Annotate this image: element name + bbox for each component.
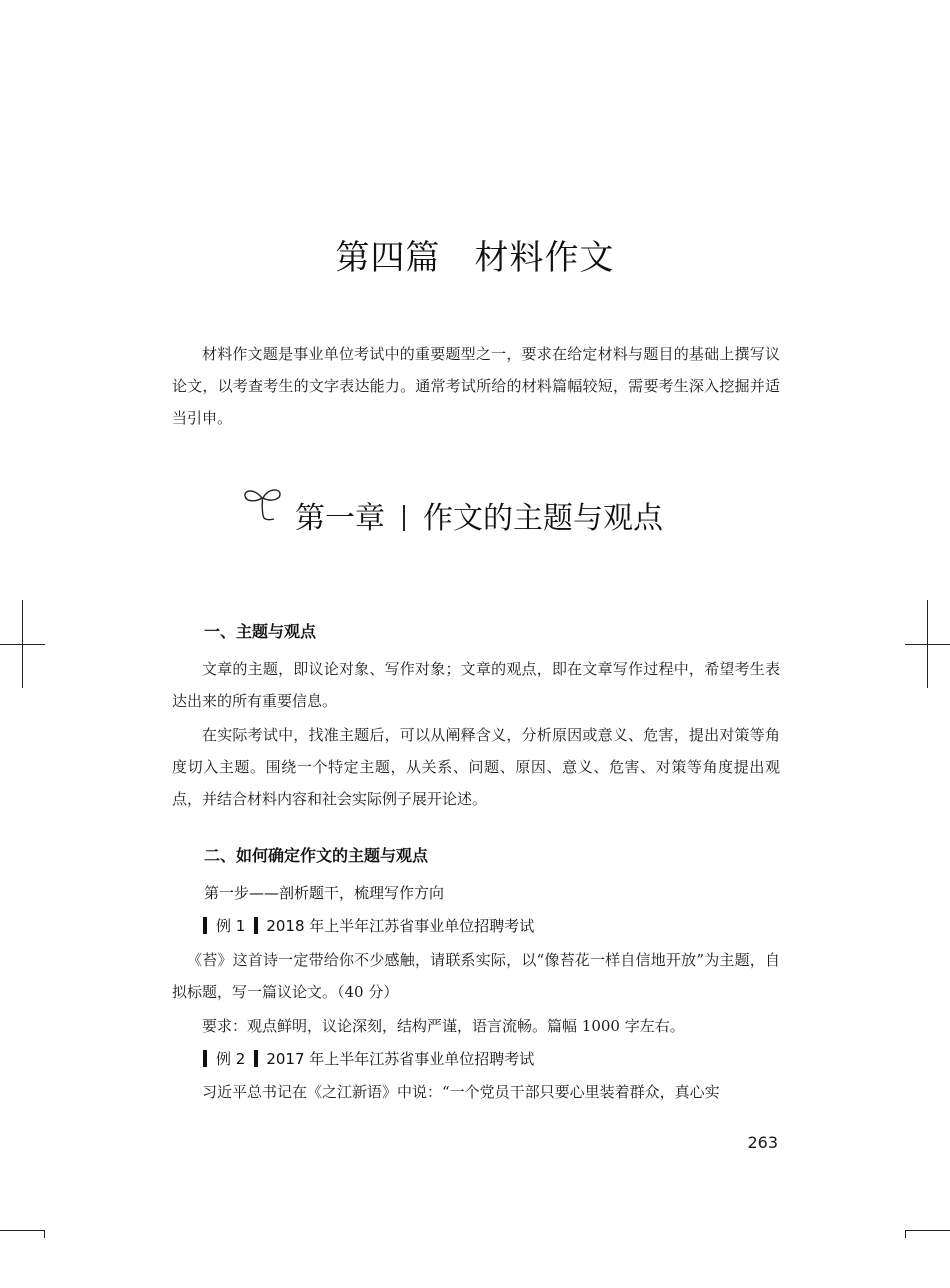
sprout-icon: [242, 484, 288, 524]
section1-paragraph-2: 在实际考试中，找准主题后，可以从阐释含义，分析原因或意义、危害，提出对策等角度切入主题。围绕一个特定主题，从关系、问题、原因、意义、危害、对策等角度提出观点，并结合材料内容和社会实际例子展开论述。: [172, 726, 780, 808]
chapter-label: 第一章: [295, 501, 385, 536]
chapter-separator: [403, 505, 405, 531]
step1-heading: 第一步——剖析题干，梳理写作方向: [204, 884, 445, 902]
part-name: 材料作文: [474, 238, 615, 278]
example1-text: 《苔》这首诗一定带给你不少感触，请联系实际，以“像苔花一样自信地开放”为主题，自拟标题，写一篇议论文。（40 分）: [172, 951, 780, 1001]
crop-mark-bottom-left-tick: [44, 1230, 45, 1238]
chapter-name: 作文的主题与观点: [423, 501, 663, 536]
crop-mark-bottom-left: [0, 1230, 45, 1231]
example1-label: 例 1: [216, 917, 246, 935]
crop-mark-left-horizontal: [0, 644, 45, 645]
example1-header: [203, 914, 534, 938]
example2-title: 2017 年上半年江苏省事业单位招聘考试: [266, 1050, 535, 1068]
example2-label: 例 2: [216, 1050, 246, 1068]
section1-paragraph-1: 文章的主题，即议论对象、写作对象；文章的观点，即在文章写作过程中，希望考生表达出来的所有重要信息。: [172, 660, 780, 710]
example1-title: 2018 年上半年江苏省事业单位招聘考试: [266, 917, 535, 935]
page-number: 263: [747, 1133, 778, 1152]
part-label: 第四篇: [335, 238, 441, 278]
example1-requirement: 要求：观点鲜明，议论深刻，结构严谨，语言流畅。篇幅 1000 字左右。: [202, 1017, 685, 1035]
example2-text: 习近平总书记在《之江新语》中说：“一个党员干部只要心里装着群众，真心实: [202, 1083, 720, 1101]
section2-heading: 二、如何确定作文的主题与观点: [204, 846, 429, 865]
crop-mark-bottom-right-tick: [905, 1230, 906, 1238]
intro-paragraph: 材料作文题是事业单位考试中的重要题型之一，要求在给定材料与题目的基础上撰写议论文，以考查考生的文字表达能力。通常考试所给的材料篇幅较短，需要考生深入挖掘并适当引申。: [172, 345, 780, 427]
crop-mark-bottom-right: [905, 1230, 950, 1231]
chapter-heading: [0, 496, 950, 546]
section1-heading: 一、主题与观点: [204, 622, 317, 641]
part-title: [0, 230, 950, 279]
crop-mark-right-horizontal: [905, 644, 950, 645]
example2-header: [203, 1047, 534, 1071]
